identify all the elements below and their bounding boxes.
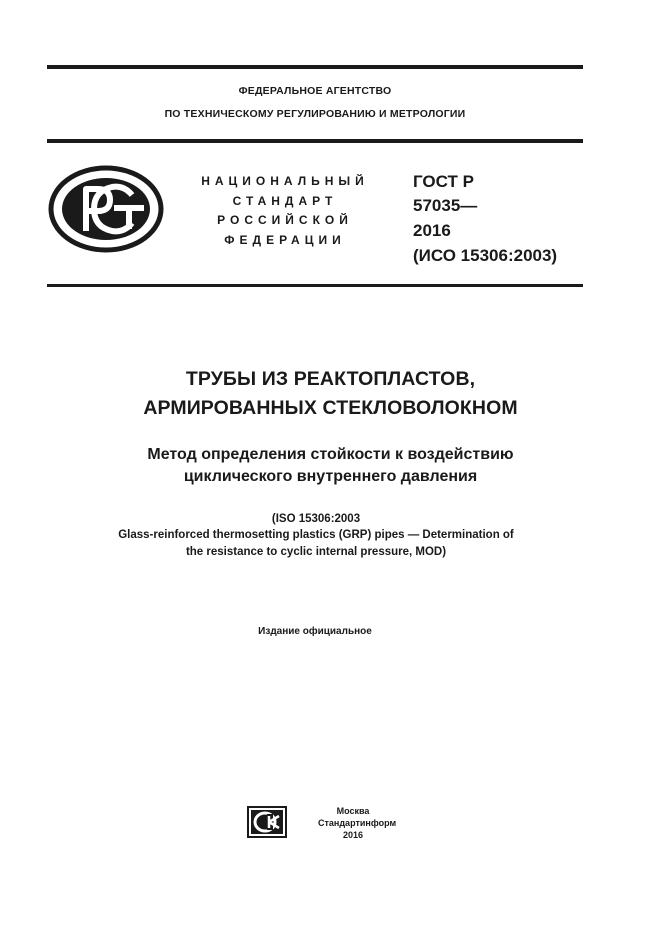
publisher-year: 2016 [342, 830, 364, 840]
top-rule [47, 65, 583, 69]
gost-r-emblem-icon [48, 165, 164, 253]
iso-reference-line-3: the resistance to cyclic internal pressure, MOD) [185, 546, 447, 558]
standard-type-line-2: СТАНДАРТ [232, 194, 338, 208]
designation-line-1: ГОСТ Р [413, 172, 474, 191]
document-subtitle-line-1: Метод определения стойкости к воздействию [147, 446, 514, 463]
standard-type-line-3: РОССИЙСКОЙ [217, 213, 353, 227]
agency-rule [47, 139, 583, 143]
publisher-city: Москва [336, 806, 370, 816]
header-bottom-rule [47, 284, 583, 287]
iso-reference-line-2: Glass-reinforced thermosetting plastics (GRP) pipes — Determination of [118, 529, 514, 541]
designation-line-4: (ИСО 15306:2003) [413, 246, 558, 265]
agency-line-2: ПО ТЕХНИЧЕСКОМУ РЕГУЛИРОВАНИЮ И МЕТРОЛОГИИ [164, 108, 466, 120]
standard-type-line-4: ФЕДЕРАЦИИ [224, 233, 346, 247]
document-subtitle-line-2: циклического внутреннего давления [183, 468, 478, 485]
document-title-line-2: АРМИРОВАННЫХ СТЕКЛОВОЛОКНОМ [143, 397, 518, 419]
agency-line-1: ФЕДЕРАЛЬНОЕ АГЕНТСТВО [238, 85, 392, 97]
document-title-line-1: ТРУБЫ ИЗ РЕАКТОПЛАСТОВ, [185, 368, 476, 390]
standard-type-line-1: НАЦИОНАЛЬНЫЙ [201, 174, 369, 188]
iso-reference-line-1: (ISO 15306:2003 [271, 513, 361, 525]
edition-label: Издание официальное [258, 626, 372, 637]
designation-line-2: 57035— [413, 196, 478, 215]
publisher-name: Стандартинформ [318, 818, 397, 828]
designation-line-3: 2016 [413, 221, 451, 240]
standartinform-logo-icon [247, 806, 287, 838]
